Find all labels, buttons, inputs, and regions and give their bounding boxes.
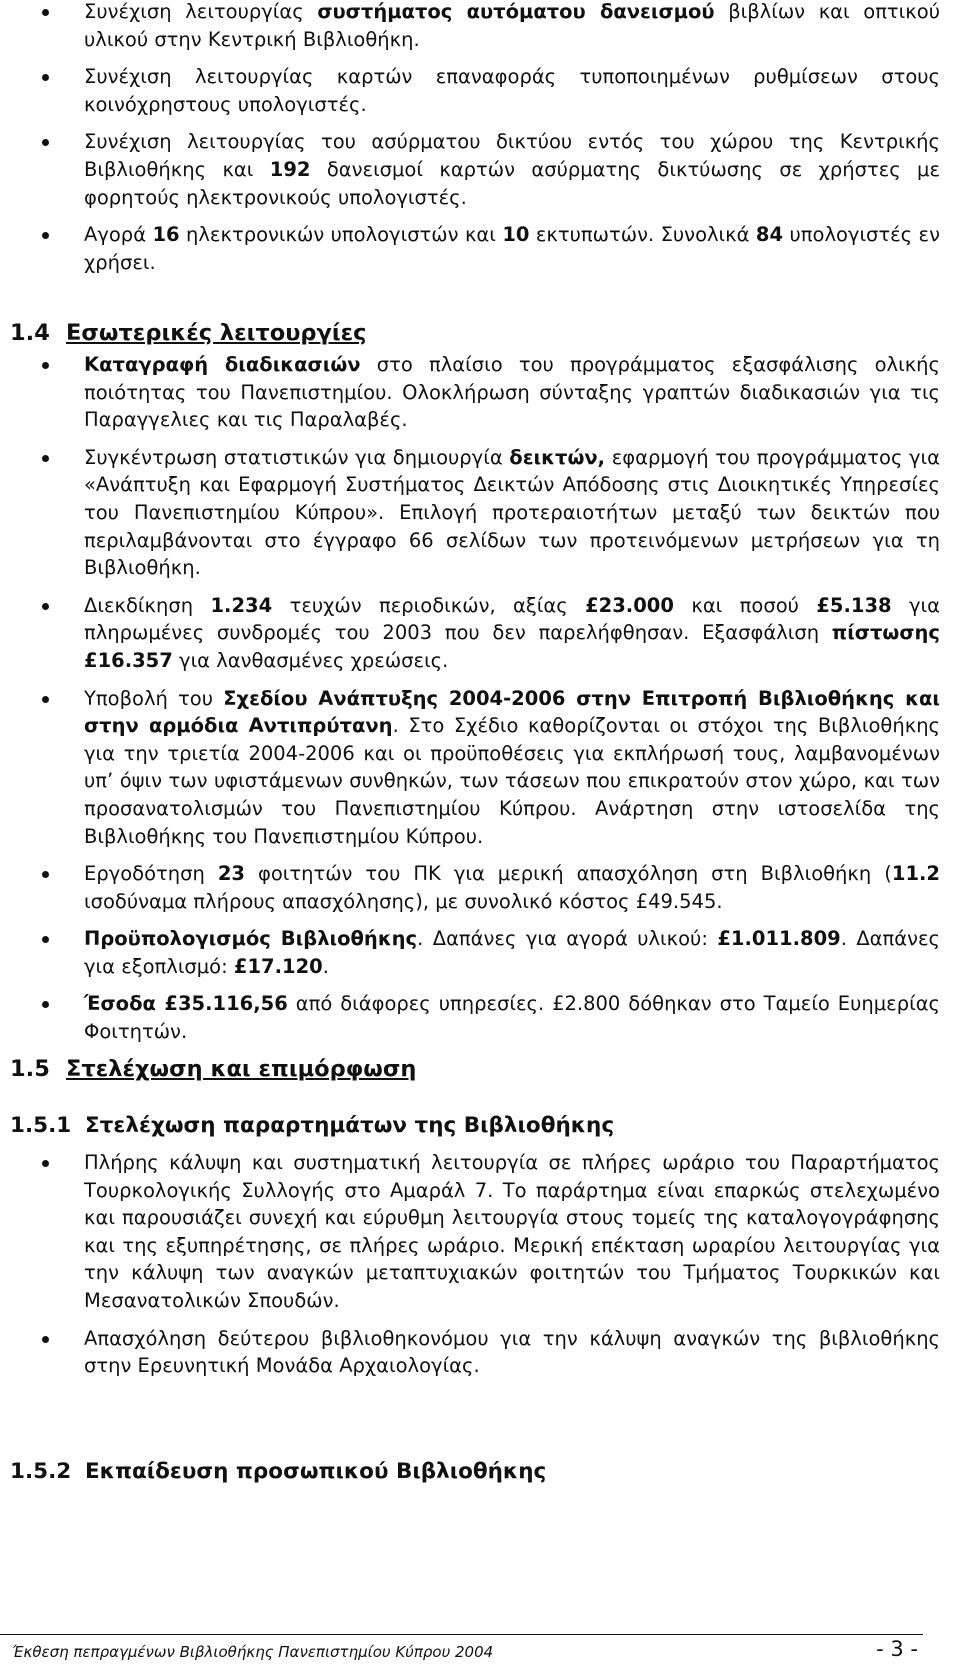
bold-text: £5.138 bbox=[816, 593, 892, 617]
bullet-icon bbox=[42, 871, 49, 878]
bullet-icon bbox=[42, 696, 49, 703]
bold-text: Προϋπολογισμός Βιβλιοθήκης bbox=[84, 927, 418, 951]
bold-text: 192 bbox=[269, 157, 311, 181]
bold-text: πίστωσης £16.357 bbox=[84, 621, 940, 672]
bullet-list-automation bbox=[0, 0, 960, 286]
item-text: Διεκδίκηση bbox=[84, 593, 211, 617]
item-text: τευχών περιοδικών, αξίας bbox=[272, 593, 586, 617]
list-item bbox=[0, 860, 960, 915]
item-text: . bbox=[322, 954, 329, 978]
item-text: Συγκέντρωση στατιστικών για δημιουργία bbox=[84, 445, 510, 469]
section-number: 1.4 bbox=[10, 320, 50, 346]
item-text: . Δαπάνες για αγορά υλικού: bbox=[417, 927, 718, 951]
bullet-icon bbox=[42, 1336, 49, 1343]
list-item bbox=[0, 990, 960, 1045]
list-item bbox=[0, 592, 960, 675]
item-text: στο πλαίσιο του προγράμματος εξασφάλισης ολικής ποιότητας του Πανεπιστημίου. Ολοκλήρωση σύνταξης γραπτών διαδικασιών για τις Παραγγελιες και τις Παραλαβές. bbox=[84, 353, 940, 432]
section-number: 1.5.1 bbox=[10, 1113, 72, 1138]
bullet-icon bbox=[42, 455, 49, 462]
item-text: Αγορά bbox=[84, 223, 153, 247]
item-text: Συνέχιση λειτουργίας καρτών επαναφοράς τυποποιημένων ρυθμίσεων στους κοινόχρηστους υπολογιστές. bbox=[84, 65, 940, 116]
item-text: από διάφορες υπηρεσίες. £2.800 δόθηκαν στο Ταμείο Ευημερίας Φοιτητών. bbox=[84, 992, 940, 1044]
item-text: ισοδύναμα πλήρους απασχόλησης), με συνολικό κόστος £49.545. bbox=[84, 889, 723, 913]
list-item bbox=[0, 1149, 960, 1315]
bold-text: 11.2 bbox=[891, 862, 940, 886]
list-item bbox=[0, 925, 960, 980]
section-heading-1-5-2 bbox=[10, 1457, 546, 1487]
section-title: Εσωτερικές λειτουργίες bbox=[66, 320, 367, 346]
bullet-icon bbox=[42, 9, 49, 16]
bold-text: £17.120 bbox=[233, 954, 323, 978]
list-item bbox=[0, 444, 960, 582]
bold-text: 23 bbox=[217, 862, 245, 886]
bold-text: Έσοδα £35.116,56 bbox=[84, 992, 288, 1016]
bold-text: Σχεδίου Ανάπτυξης 2004-2006 στην Επιτροπή Βιβλιοθήκης και στην αρμόδια Αντιπρύτανη bbox=[84, 686, 940, 738]
footer-divider bbox=[0, 1634, 923, 1635]
section-title: Στελέχωση και επιμόρφωση bbox=[66, 1056, 417, 1082]
item-text: Πλήρης κάλυψη και συστηματική λειτουργία σε πλήρες ωράριο του Παραρτήματος Τουρκολογικής Συλλογής στο Αμαράλ 7. Το παράρτημα είναι επαρκώς στελεχωμένο και παρουσιάζει συνεχή και εύρυθμη λειτουργία στους τομείς της καταλογογράφησης και της εξυπηρέτησης, σε πλήρες ωράριο. Μερική επέκταση ωραρίου λειτουργίας για την κάλυψη των αναγκών μεταπτυχιακών φοιτητών του Τμήματος Τουρκικών και Μεσανατολικών Σπουδών. bbox=[84, 1151, 940, 1312]
item-text: Συνέχιση λειτουργίας bbox=[84, 0, 318, 23]
item-text: βιβλίων και οπτικού υλικού στην Κεντρική Βιβλιοθήκη. bbox=[84, 0, 940, 51]
item-text: . Δαπάνες για εξοπλισμό: bbox=[84, 927, 941, 978]
item-text: Υποβολή του bbox=[84, 686, 224, 710]
item-text: Εργοδότηση bbox=[84, 862, 218, 886]
item-text: Συνέχιση λειτουργίας του ασύρματου δικτύου εντός του χώρου της Κεντρικής Βιβλιοθήκης και bbox=[84, 130, 940, 181]
footer-title: Έκθεση πεπραγμένων Βιβλιοθήκης Πανεπιστημίου Κύπρου 2004 bbox=[12, 1643, 494, 1661]
section-number: 1.5.2 bbox=[10, 1459, 72, 1484]
bold-text: Καταγραφή διαδικασιών bbox=[84, 353, 361, 376]
section-number: 1.5 bbox=[10, 1056, 50, 1082]
list-item bbox=[0, 685, 960, 851]
item-text: ηλεκτρονικών υπολογιστών και bbox=[179, 223, 503, 247]
section-title: Στελέχωση παραρτημάτων της Βιβλιοθήκης bbox=[85, 1113, 615, 1138]
list-item bbox=[0, 0, 960, 53]
item-text: φοιτητών του ΠΚ για μερική απασχόληση στη Βιβλιοθήκη ( bbox=[244, 862, 892, 886]
bullet-icon bbox=[42, 936, 49, 943]
bold-text: δεικτών, bbox=[509, 445, 606, 469]
list-item bbox=[0, 351, 960, 434]
bold-text: £1.011.809 bbox=[717, 927, 841, 951]
bullet-list-internal-operations bbox=[0, 351, 960, 1056]
bold-text: 16 bbox=[152, 223, 180, 247]
bold-text: 1.234 bbox=[210, 593, 273, 617]
list-item bbox=[0, 221, 960, 276]
section-heading-1-4 bbox=[10, 318, 367, 348]
item-text: εκτυπωτών. Συνολικά bbox=[529, 223, 756, 247]
bullet-icon bbox=[42, 1001, 49, 1008]
item-text: για λανθασμένες χρεώσεις. bbox=[172, 648, 449, 672]
bullet-icon bbox=[42, 139, 49, 146]
bullet-icon bbox=[42, 603, 49, 610]
bullet-icon bbox=[42, 74, 49, 81]
section-heading-1-5-1 bbox=[10, 1111, 614, 1141]
section-title: Εκπαίδευση προσωπικού Βιβλιοθήκης bbox=[85, 1459, 547, 1484]
item-text: Απασχόληση δεύτερου βιβλιοθηκονόμου για την κάλυψη αναγκών της βιβλιοθήκης στην Ερευνητική Μονάδα Αρχαιολογίας. bbox=[84, 1326, 940, 1378]
bullet-list-staffing bbox=[0, 1149, 960, 1390]
bold-text: συστήματος αυτόματου δανεισμού bbox=[317, 0, 715, 23]
item-text: για πληρωμένες συνδρομές του 2003 που δεν παρελήφθησαν. Εξασφάλιση bbox=[84, 593, 940, 645]
bold-text: £23.000 bbox=[585, 593, 674, 617]
bullet-icon bbox=[42, 1160, 49, 1167]
list-item bbox=[0, 1325, 960, 1380]
bullet-icon bbox=[42, 232, 49, 239]
item-text: δανεισμοί καρτών ασύρματης δικτύωσης σε χρήστες με φορητούς ηλεκτρονικούς υπολογιστές. bbox=[84, 157, 940, 209]
page-footer bbox=[12, 1637, 918, 1663]
list-item bbox=[0, 128, 960, 211]
bullet-icon bbox=[42, 362, 49, 369]
bold-text: 10 bbox=[502, 223, 530, 247]
page-number: - 3 - bbox=[876, 1637, 918, 1661]
item-text: υπολογιστές εν χρήσει. bbox=[84, 223, 940, 274]
list-item bbox=[0, 63, 960, 118]
section-heading-1-5 bbox=[10, 1054, 416, 1084]
item-text: . Στο Σχέδιο καθορίζονται οι στόχοι της Βιβλιοθήκης για την τριετία 2004-2006 και οι προϋποθέσεις για εκπλήρωσή τους, λαμβανομένων υπ’ όψιν των υφιστάμενων συνθηκών, των τάσεων που επικρατούν στον χώρο, και των προσανατολισμών του Πανεπιστημίου Κύπρου. Ανάρτηση στην ιστοσελίδα της Βιβλιοθήκης του Πανεπιστημίου Κύπρου. bbox=[84, 714, 940, 848]
item-text: και ποσού bbox=[673, 593, 817, 617]
bold-text: 84 bbox=[755, 223, 784, 247]
item-text: εφαρμογή του προγράμματος για «Ανάπτυξη και Εφαρμογή Συστήματος Δεικτών Απόδοσης στις Διοικητικές Υπηρεσίες του Πανεπιστημίου Κύπρου». Επιλογή προτεραιοτήτων μεταξύ των δεικτών που περιλαμβάνονται στο έγγραφο 66 σελίδων των προτεινόμενων μετρήσεων για τη Βιβλιοθήκη. bbox=[84, 445, 940, 580]
